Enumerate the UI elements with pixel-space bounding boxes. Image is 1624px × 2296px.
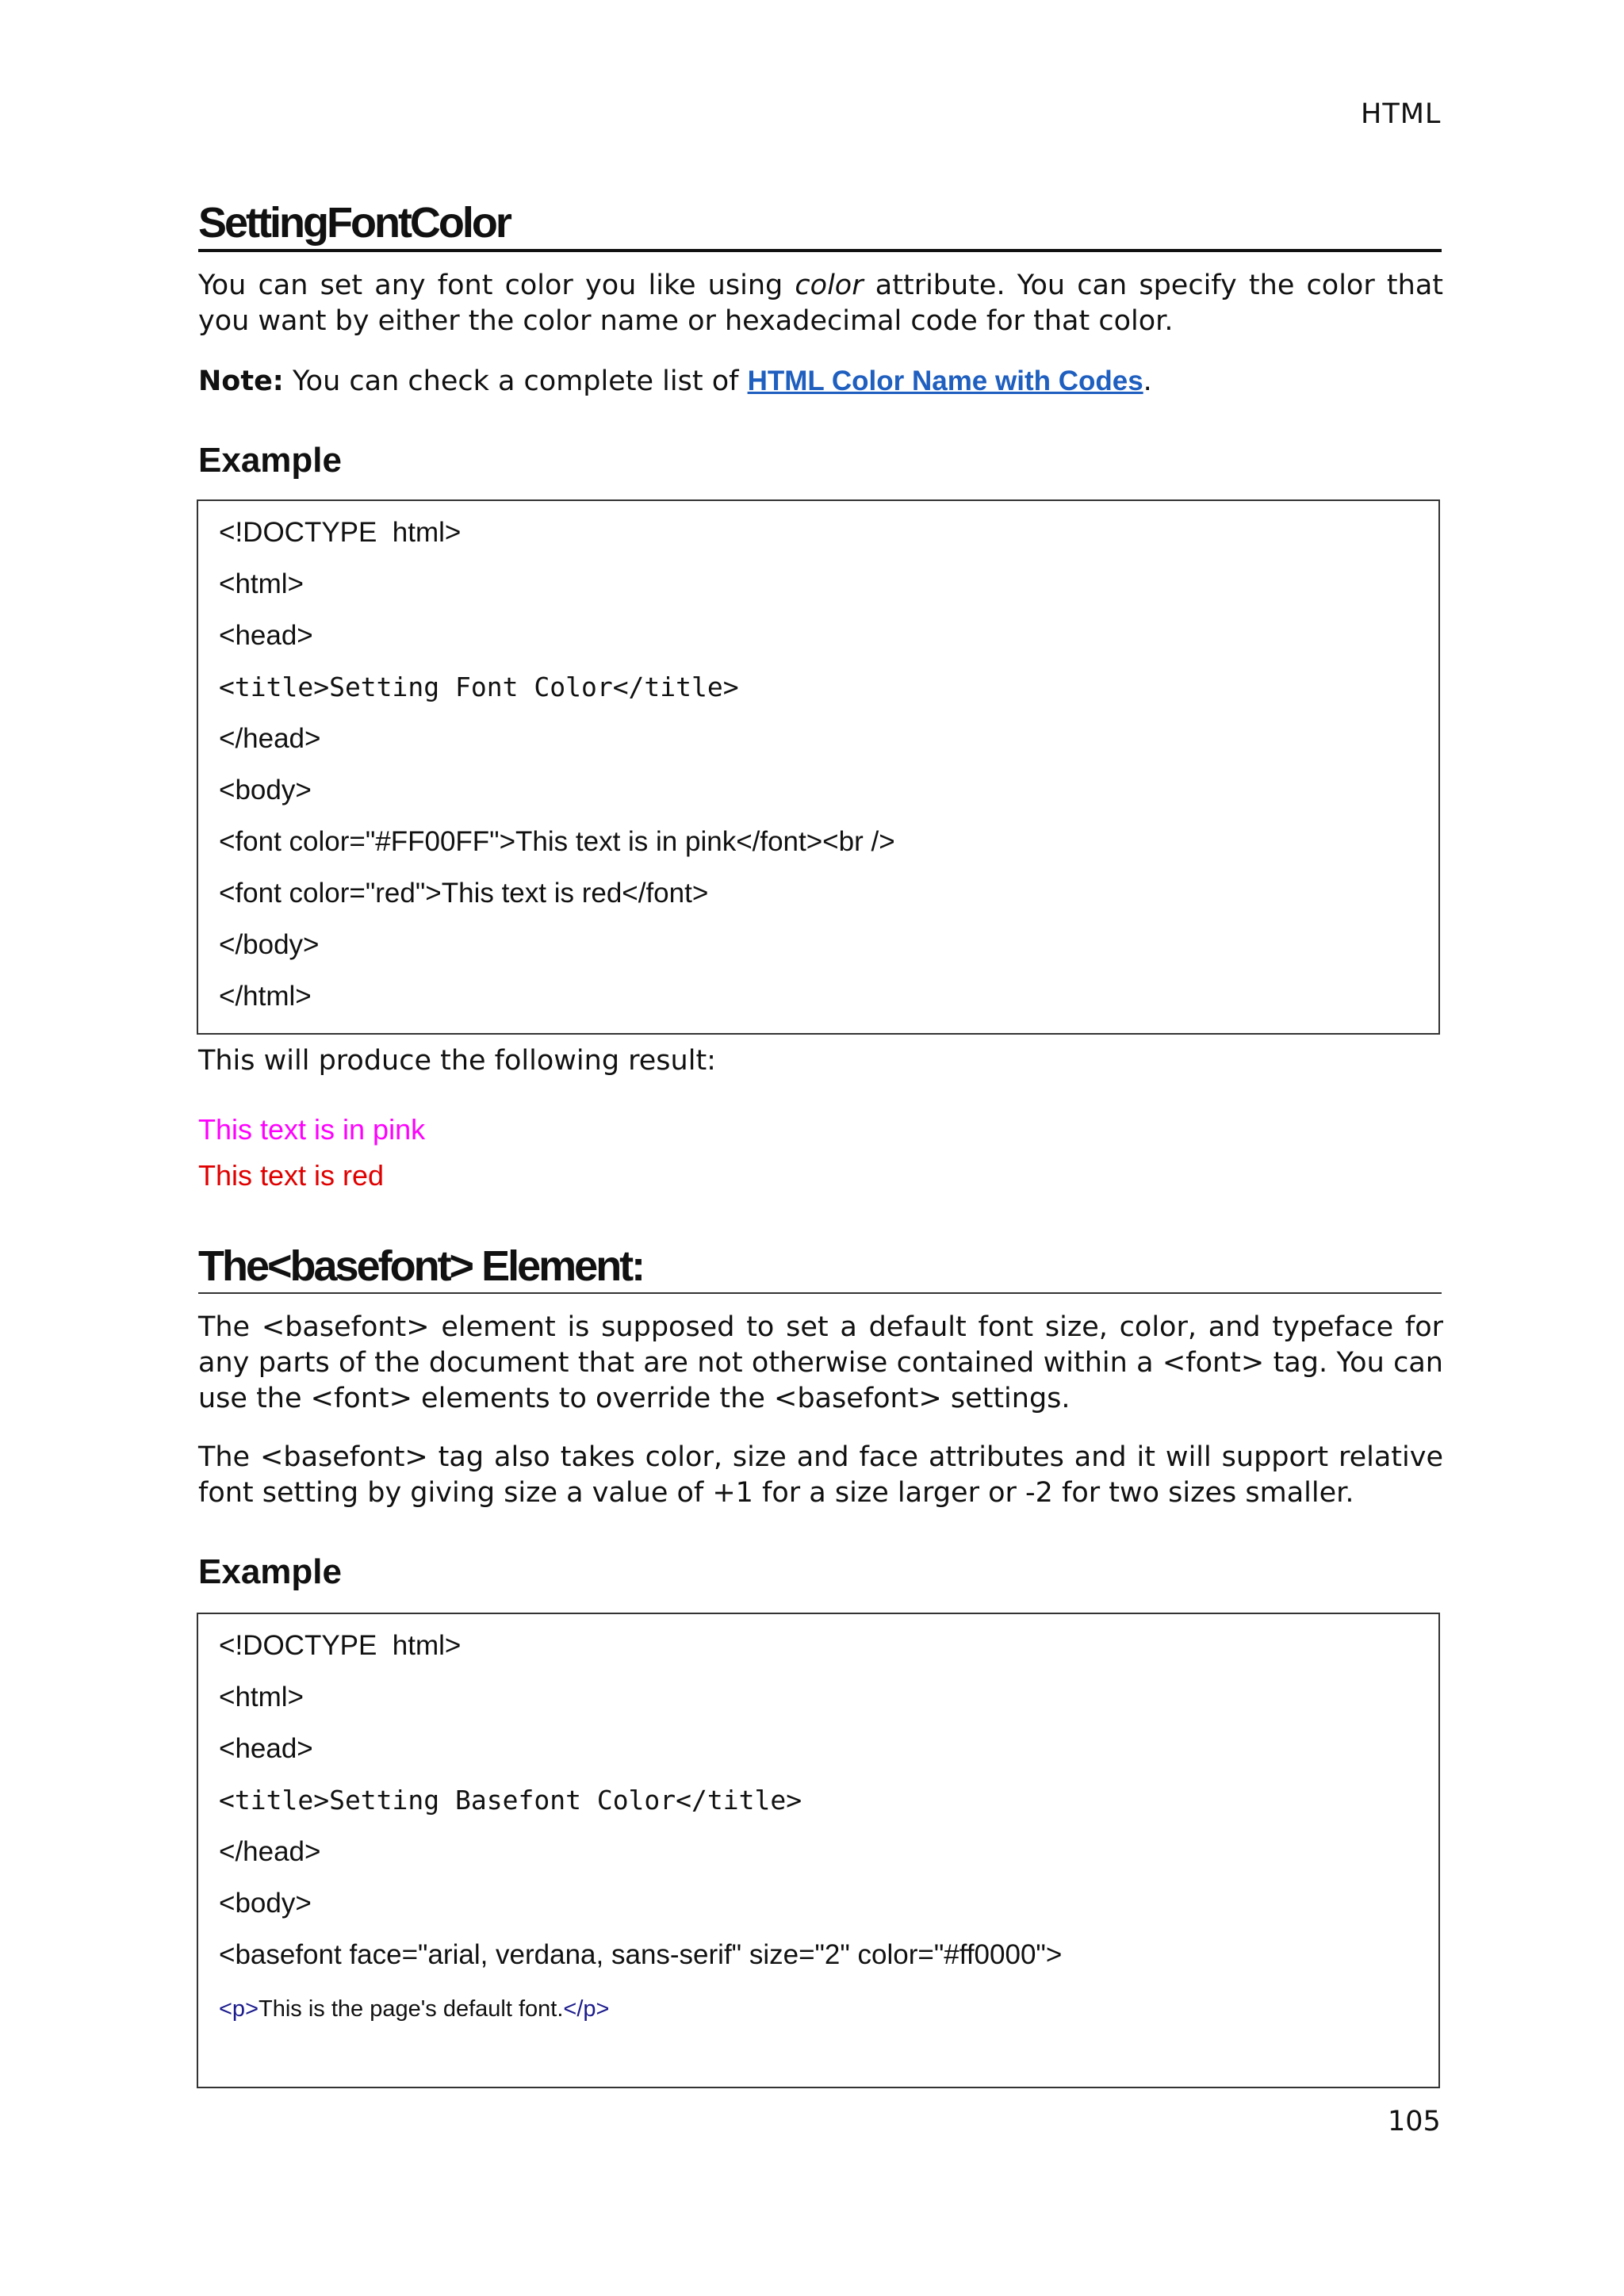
example-heading-2: Example: [198, 1552, 342, 1591]
para-text-b: attribute. You can specify the color that you want by either the color name or hexadecimal code for that color.: [198, 270, 1443, 337]
result-intro: This will produce the following result:: [198, 1045, 716, 1077]
code-p-open-tag: <p>: [219, 1996, 259, 2022]
code-example-box-2: [197, 1613, 1440, 2088]
result-pink-text: This text is in pink: [198, 1113, 426, 1146]
note-paragraph: [198, 363, 1443, 400]
intro-paragraph: [198, 268, 1443, 339]
page-number: 105: [1388, 2106, 1441, 2137]
running-head: HTML: [1361, 98, 1442, 130]
code-line: <!DOCTYPE html>: [219, 517, 462, 548]
code-line: <html>: [219, 1682, 304, 1712]
example-heading: Example: [198, 441, 342, 480]
code-line: <body>: [219, 775, 312, 806]
code-line: </head>: [219, 723, 321, 754]
code-example-box: [197, 499, 1440, 1035]
code-line: <font color="red">This text is red</font>: [219, 878, 709, 909]
result-red-text: This text is red: [198, 1159, 385, 1192]
section-title-setting-font-color: SettingFontColor: [198, 198, 1442, 252]
code-line-paragraph: [219, 1993, 609, 2025]
code-line: <title>Setting Font Color</title>: [219, 672, 739, 702]
color-emphasis: color: [795, 270, 864, 301]
basefont-paragraph-2: The <basefont> tag also takes color, size and face attributes and it will support relative font setting by giving size a value of +1 for a size larger or -2 for two sizes smaller.: [198, 1441, 1443, 1509]
note-text: You can check a complete list of: [283, 365, 748, 397]
code-line: <head>: [219, 1733, 313, 1764]
para-text-a: You can set any font color you like using: [198, 270, 795, 301]
code-line: <html>: [219, 568, 304, 599]
code-line: <title>Setting Basefont Color</title>: [219, 1785, 802, 1816]
code-line: </head>: [219, 1836, 321, 1867]
code-p-text: This is the page's default font.: [259, 1996, 564, 2022]
note-label: Note:: [198, 365, 284, 397]
code-line: <font color="#FF00FF">This text is in pink</font><br />: [219, 826, 895, 857]
code-line: <!DOCTYPE html>: [219, 1630, 462, 1661]
code-line: <body>: [219, 1888, 312, 1919]
note-end: .: [1143, 365, 1152, 397]
code-p-close-tag: </p>: [563, 1996, 610, 2022]
section-title-basefont: The<basefont> Element:: [198, 1242, 1442, 1294]
code-line: <basefont face="arial, verdana, sans-serif" size="2" color="#ff0000">: [219, 1939, 1063, 1970]
code-line: </body>: [219, 929, 320, 960]
html-color-codes-link[interactable]: HTML Color Name with Codes: [747, 365, 1143, 396]
code-line: </html>: [219, 981, 312, 1012]
code-line: <head>: [219, 620, 313, 651]
basefont-paragraph-1: The <basefont> element is supposed to set a default font size, color, and typeface for any parts of the document that are not otherwise contained within a <font> tag. You can use the <font> elements to override the <basefont> settings.: [198, 1311, 1443, 1414]
